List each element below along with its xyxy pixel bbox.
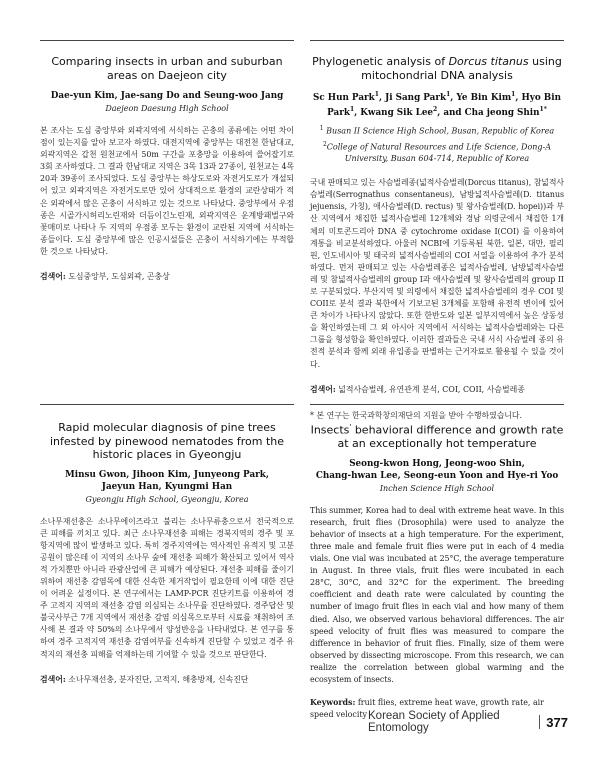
abstract-urban-insects — [40, 55, 294, 283]
page-footer — [368, 710, 568, 734]
abstract-authors: Sc Hun Park$^1$, Ji Sang Park$^1$, Ye Bin Kim$^1$, Hyo Bin Park$^1$, Kwang Sik Lee$^2$, and Cha jeong Shin$^{1*}$ — [313, 91, 561, 118]
abstract-affiliation-2: $^2$College of Natural Resources and Life Science, Dong-A University, Busan 604-714, Republic of Korea — [322, 140, 552, 164]
abstract-affiliation: Inchen Science High School — [379, 483, 495, 493]
society-name: Korean Society of Applied Entomology — [368, 710, 500, 734]
keywords-label: Keywords: — [310, 698, 356, 708]
abstract-dorcus-titanus — [310, 55, 564, 422]
abstract-keywords — [40, 674, 294, 686]
keywords-list: fruit flies, extreme heat wave, growth rate, air speed velocity — [310, 698, 544, 720]
abstract-title: Rapid molecular diagnosis of pine trees infested by pinewood nematodes from the historic places in Gyeongju — [49, 421, 285, 461]
species-name: Dorcus titanus — [448, 55, 529, 68]
abstract-pinewood-nematode — [40, 421, 294, 686]
section-rule — [310, 40, 564, 41]
abstract-authors: Dae-yun Kim, Jae-sang Do and Seung-woo Jang — [50, 91, 284, 101]
abstract-heat-insects — [310, 421, 564, 721]
footer-divider — [539, 715, 540, 729]
abstract-body: 소나무재선충은 소나무에이즈라고 불리는 소나무류충으로서 전국적으로 큰 피해를 끼치고 있다. 최근 소나무재선충 피해는 경북지역의 경주 및 포항지역에 많이 발생하고 있다. 특히 경주지역에는 역사적인 유적지 및 고분공원이 많은데 이 지역의 소나무 숲에 재선충 피해가 확산되고 있어서 역사적 가치뿐만 아니라 관광산업에 큰 피해가 예상된다. 재선충 피해를 줄이기 위하여 재선충 감염목에 대한 신속한 제거작업이 필요한데 이에 대한 진단이 어려운 실정이다. 본 연구에서는 LAMP-PCR 진단키트를 이용하여 경주 고적지 지역의 재선충 감염 의심되는 소나무를 진단하였다. 경주답산 및 불국사부근 7개 지역에서 재선충 감염 의심목으로부터 시료를 채취하여 조사해 본 결과 약 50%의 소나무에서 양성반응을 나타내었다. 본 연구를 통하여 경주 고적지역 재선충 감염여부를 신속하게 진단할 수 있었고 경주 유적지의 재선충 피해를 억제하는데 기여할 수 있을 것으로 판단한다. — [40, 516, 294, 659]
keywords-list: 도심중앙부, 도심외곽, 곤충상 — [68, 272, 170, 282]
keywords-list: 소나무재선충, 분자진단, 고적지, 해충방제, 신속진단 — [68, 674, 249, 684]
abstract-title: Phylogenetic analysis of Dorcus titanus using mitochondrial DNA analysis — [312, 55, 562, 82]
abstract-authors: Seong-kwon Hong, Jeong-woo Shin, Chang-hwan Lee, Seong-eun Yoon and Hye-ri Yoo — [315, 458, 559, 481]
abstract-keywords — [40, 271, 294, 283]
keywords-label: 검색어: — [40, 674, 66, 684]
abstract-title: Comparing insects in urban and suburban areas on Daejeon city — [51, 55, 283, 82]
abstract-body: 국내 판매되고 있는 사슴벌레종(넓적사슴벌레(Dorcus titanus), 참넓적사슴벌레(Serrognathus consentaneus), 남방넓적사슴벌레(D. titanus jejuensis, 가칭), 애사슴벌레(D. rectus) 및 왕사슴벌레(D. hopei))과 부산 지역에서 채집한 넓적사슴벌레 12개체와 경남 의령군에서 채집한 1개체의 미토콘드리아 DNA 중 cytochrome oxidase I(COI) 를 이용하여 계통을 비교분석하였다. 아울러 NCBI에 기등록된 북한, 일본, 대만, 필리핀, 인도네시아 및 태국의 넓적사슴벌레의 COI 서열을 이용하여 추가 분석하였다. 먼저 판매되고 있는 사슴벌레종은 넓적사슴벌레, 남방넓적사슴벌레 및 참넓적사슴벌레의 group I과 애사슴벌레 및 왕사슴벌레의 group II로 구분되었다. 부산지역 및 의령에서 채집한 넓적사슴벌레의 경우 COI 및 COII로 분석 결과 북한에서 기보고된 3개체를 포함해 유전적 변이에 있어 큰 차이가 나타나지 않았다. 또한 한반도와 일본 일부지역에서 높은 상동성을 확인하였는데 그 외 아시아 지역에서 서식하는 넓적사슴벌레와는 다른 그룹을 형성함을 확인하였다. 이러한 결과들은 국내 서식 사슴벌레 종의 유전적 분석과 함께 외래 유입종을 판별하는 근거자료로 활용될 수 있을 것이다. — [310, 178, 564, 369]
keywords-list: 넓적사슴벌레, 유연관계 분석, COI, COII, 사슴벌레종 — [338, 384, 525, 394]
abstract-body: 본 조사는 도심 중앙부와 외곽지역에 서식하는 곤충의 종류에는 어떤 차이점이 있는지를 알아 보고자 하였다. 대전지역에 중앙부는 대전천 한남대교, 외곽지역은 갑천 원천교에서 50m 구간을 포충망을 이용하여 쓸어잡기로 3회 조사하였다. 그 결과 한남대교 지역은 3목 13과 27종이, 원천교는 4목 20과 39종이 조사되었다. 도심 중앙부는 하상도로와 자전거도로가 개설되어 있고 외곽지역은 자전거도로만 있어 상대적으로 환경의 교란상태가 적은 외곽에서 많은 곤충이 서식하고 있는 것으로 나타났다. 중앙부에서 우점종은 시골가시허리노린재와 더듬이긴노린재, 외곽지역은 운계방패벌구와 꽃매미로 나타나 두 지역의 우점종 모두는 환경이 교란된 지역에 서식하는 종들이다. 도심 중앙부에 많은 인공시설들은 곤충이 서식하기에는 부적합한 것으로 나타났다. — [40, 126, 294, 256]
abstract-title: Insects' behavioral difference and growth rate at an exceptionally hot temperature — [310, 423, 564, 451]
abstract-affiliation-1: $^1$ Busan II Science High School, Busan, Republic of Korea — [319, 124, 555, 136]
section-rule — [40, 404, 294, 405]
abstract-affiliation: Daejeon Daesung High School — [105, 104, 229, 113]
abstract-authors: Minsu Gwon, Jihoon Kim, Junyeong Park, Jaeyun Han, Kyungmi Han — [65, 469, 269, 492]
abstract-affiliation: Gyeongju High School, Gyeongju, Korea — [85, 494, 249, 504]
page-number: 377 — [546, 714, 568, 730]
abstract-keywords — [310, 384, 564, 396]
keywords-label: 검색어: — [310, 384, 336, 394]
funding-note: * 본 연구는 한국과학창의재단의 지원을 받아 수행하였습니다. — [310, 410, 523, 420]
abstract-body: This summer, Korea had to deal with extreme heat wave. In this research, fruit flies (Drosophila) were used to analyze the behavior of insects at a high temperature. For the experiment, three male and female fruit flies were put in each of 4 media vials. One vial was incubated at 25°C, the average temperature in August. In three vials, fruit flies were incubated in each 28°C, 30°C, and 32°C for the experiment. The breeding coefficient and death rate were calculated by counting the number of imago fruit flies in each vial and how many of them died. Also, we observed various behavioral differences. The air speed velocity of fruit flies was measured to compare the difference in behavior of fruit flies. Finally, size of them were observed by dissecting microscope. From this research, we can realize the correlation between global warming and the ecosystem of insects. — [310, 505, 564, 684]
section-rule — [310, 404, 564, 405]
keywords-label: 검색어: — [40, 272, 66, 282]
section-rule — [40, 40, 294, 41]
